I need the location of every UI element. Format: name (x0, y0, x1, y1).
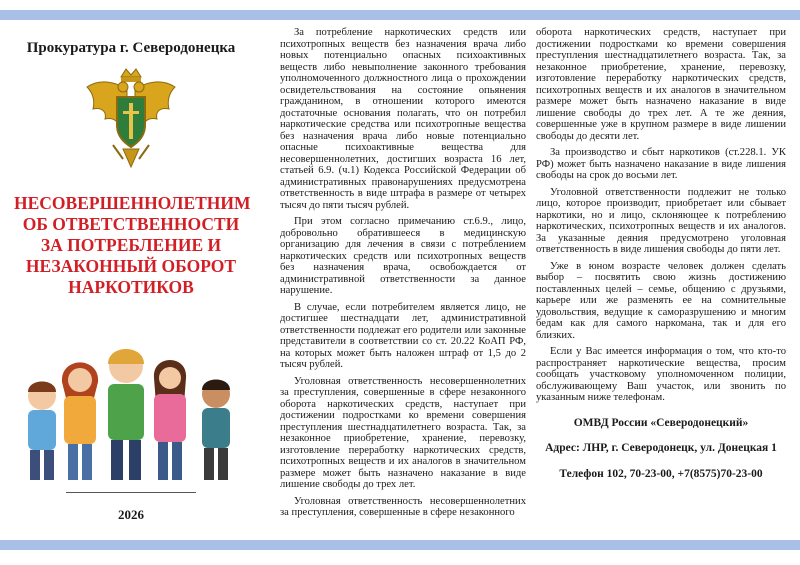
cover-panel (0, 22, 262, 538)
paragraph: При этом согласно примечанию ст.6.9., лицо, добровольно обратившееся в медицинскую организацию для лечения в связи с потреблением наркотических средств или психотропных веществ без назначения врача, освобождается от административной ответственности за данное нарушение. (280, 216, 526, 296)
org-title: Прокуратура г. Северодонецка (26, 40, 236, 56)
paragraph: Если у Вас имеется информация о том, что кто-то распространяет наркотические вещества, просим сообщать участковому уполномоченном полиции, обслуживающему Ваш участок, или звонить по указанным ниже телефонам. (536, 346, 786, 403)
paragraph: В случае, если потребителем является лицо, не достигшее шестнадцати лет, административной ответственности подлежат его родители или законные представители в соответствии со ст. 20.22 КоАП РФ, на которых может быть наложен штраф от 1,5 до 2 тысяч рублей. (280, 301, 526, 370)
text-column-right (536, 27, 786, 480)
paragraph: Уже в юном возрасте человек должен сделать выбор – посвятить свою жизнь достижению поставленных целей – семье, общению с друзьями, карьере или же разменять ее на сомнительные удовольствия, ведущие к саморазрушению и многим бедам как для самого наркомана, так и для его близких. (536, 260, 786, 341)
top-band (0, 10, 800, 20)
paragraph: Уголовной ответственности подлежит не только лицо, которое производит, приобретает или сбывает наркотики, но и лицо, склоняющее к потреблению наркотических, психотропных веществ и их аналогов. За указанные деяния предусмотрено уголовная ответственность в виде лишения свободы до пяти лет. (536, 186, 786, 255)
teenagers-illustration (16, 334, 246, 484)
paragraph: оборота наркотических средств, наступает при достижении подростками ко времени совершения преступления шестнадцатилетнего возраста. Так, за незаконное приобретение, хранение, перевозку, изготовление переработку наркотических средств, психотропных веществ и их аналогов в значительном размере может быть назначено наказание в виде лишение свободы до трех лет. А те же деяния, совершенные уже в крупном размере в виде лишении свободы до десяти лет. (536, 27, 786, 142)
bottom-band (0, 540, 800, 550)
paragraph: За производство и сбыт наркотиков (ст.228.1. УК РФ) может быть назначено наказание в виде лишения свободы на срок до восьми лет. (536, 147, 786, 181)
contact-name: ОМВД России «Северодонецкий» (573, 416, 749, 429)
headline: НЕСОВЕРШЕННОЛЕТНИМ ОБ ОТВЕТСТВЕННОСТИ ЗА ПОТРЕБЛЕНИЕ И НЕЗАКОННЫЙ ОБОРОТ НАРКОТИКОВ (14, 193, 251, 297)
divider-line (66, 492, 196, 493)
contact-phone: Телефон 102, 70-23-00, +7(8575)70-23-00 (559, 467, 763, 480)
year: 2026 (118, 507, 144, 522)
text-column-middle (280, 27, 526, 524)
contact-address: Адрес: ЛНР, г. Северодонецк, ул. Донецкая 1 (545, 442, 777, 454)
paragraph: За потребление наркотических средств или психотропных веществ без назначения врача либо новых потенциально опасных психоактивных веществ либо невыполнение законного требования уполномоченного должностного лица о прохождении освидетельствования на состояние опьянения гражданином, в отношении которого имеются достаточные основания полагать, что он потребил наркотические средства или психотропные вещества без назначения врача либо новые потенциально опасные психоактивные вещества для несовершеннолетних, достигших возраста 16 лет, статьей 6.9. (ч.1) Кодекса Российской Федерации об административных правонарушениях предусмотрена ответственность в виде штрафа в размере от четырех тысяч до пяти тысяч рублей. (280, 27, 526, 211)
paragraph: Уголовная ответственность несовершеннолетних за преступления, совершенные в сфере незаконного (280, 495, 526, 518)
paragraph: Уголовная ответственность несовершеннолетних за преступления, совершенные в сфере незаконного оборота наркотических средств, наступает при достижении подростками ко времени совершения преступления шестнадцатилетнего возраста. Так, за незаконное приобретение, хранение, перевозку, изготовление переработку наркотических средств, психотропных веществ и их аналогов в значительном размере может быть назначено наказание в виде лишение свободы до трех лет. (280, 375, 526, 490)
prosecutor-emblem-icon (83, 67, 179, 171)
